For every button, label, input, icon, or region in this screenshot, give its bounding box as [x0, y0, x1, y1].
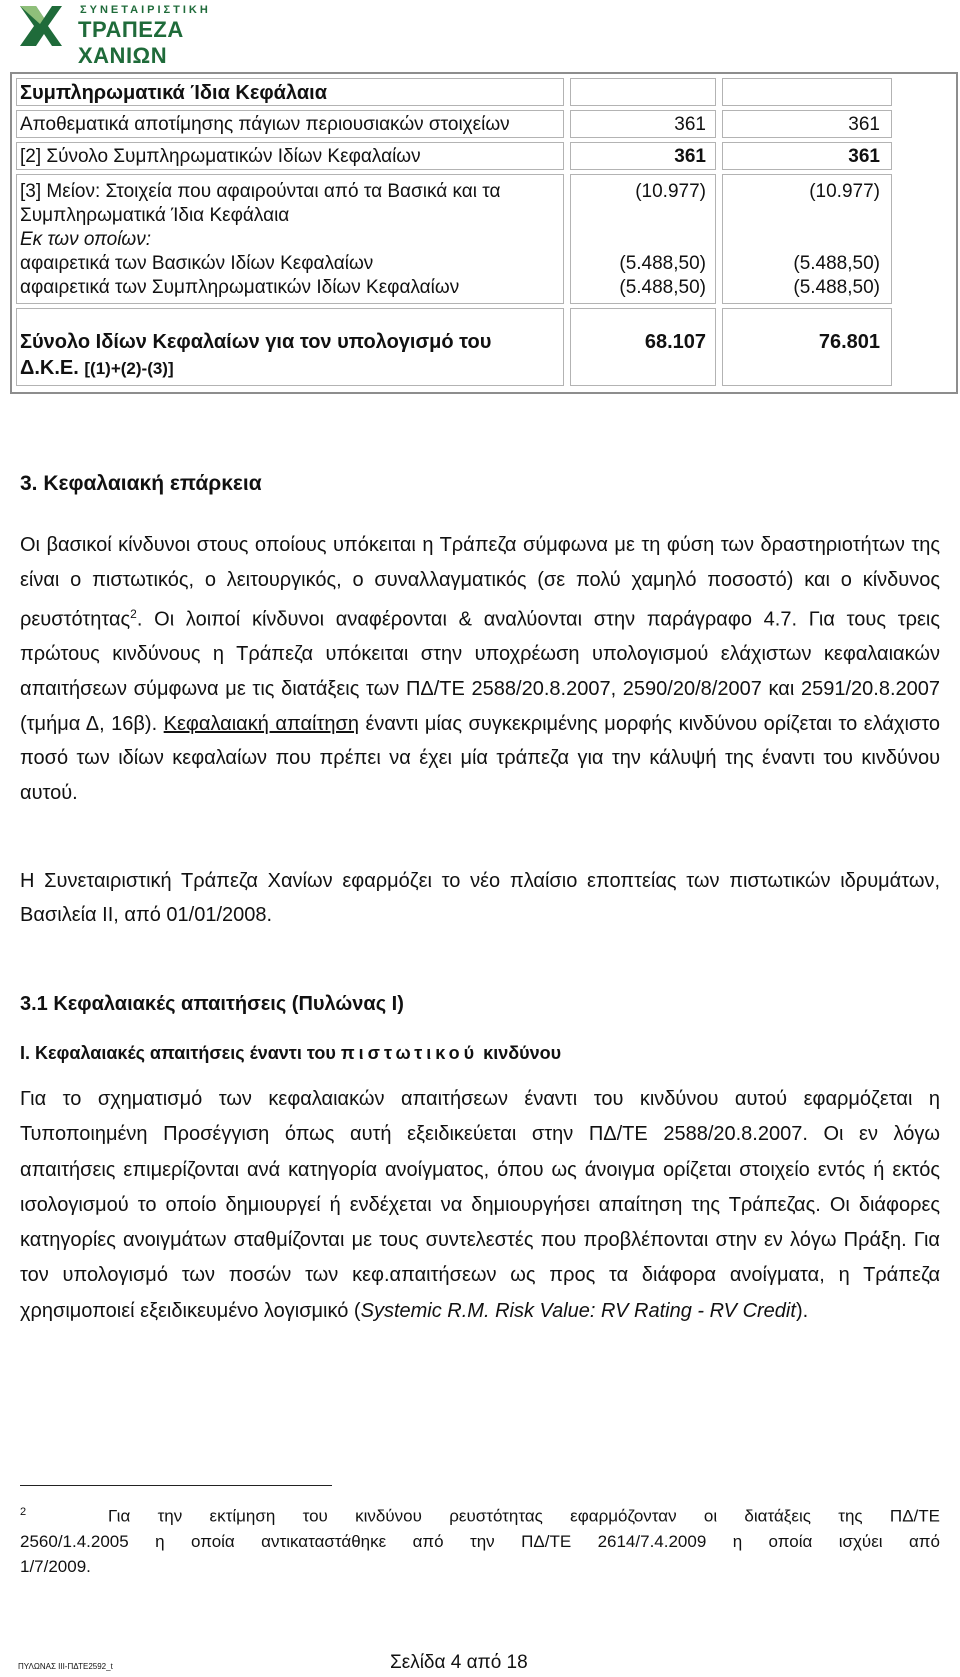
table-row-label: [2] Σύνολο Συμπληρωματικών Ιδίων Κεφαλαίων: [20, 146, 421, 167]
subsection-subheading: Ι. Κεφαλαιακές απαιτήσεις έναντι του πιστωτικού κινδύνου: [20, 1043, 562, 1063]
footnote-separator: [20, 1485, 332, 1486]
table-cell: [570, 78, 716, 106]
table-value: 68.107: [644, 331, 706, 353]
table-row-label: Συμπληρωματικά Ίδια Κεφάλαια: [20, 205, 290, 226]
table-row-label: Σύνολο Ιδίων Κεφαλαίων για τον υπολογισμό του: [20, 331, 492, 353]
logo-mark-icon: [16, 2, 64, 50]
section3-paragraph2: Η Συνεταιριστική Τράπεζα Χανίων εφαρμόζει το νέο πλαίσιο εποπτείας των πιστωτικών ιδρυμάτων, Βασιλεία ΙΙ, από 01/01/2008.: [20, 870, 940, 926]
table-value: 76.801: [818, 331, 880, 353]
table-value: 361: [674, 146, 706, 167]
footer-page-number: Σελίδα 4 από 18: [390, 1652, 528, 1673]
table-value: 361: [848, 146, 880, 167]
table-row-label: αφαιρετικά των Συμπληρωματικών Ιδίων Κεφαλαίων: [20, 277, 460, 298]
bank-logo: [16, 2, 266, 68]
section-heading: 3. Κεφαλαιακή επάρκεια: [20, 472, 262, 495]
logo-name: ΤΡΑΠΕΖΑ ΧΑΝΙΩΝ: [78, 17, 184, 68]
table-value: 361: [674, 114, 706, 135]
table-row-label: Εκ των οποίων:: [20, 229, 151, 250]
table-row-label: Αποθεματικά αποτίμησης πάγιων περιουσιακών στοιχείων: [20, 114, 510, 135]
table-value: (10.977): [635, 181, 706, 202]
table-row-label: αφαιρετικά των Βασικών Ιδίων Κεφαλαίων: [20, 253, 374, 274]
table-value: 361: [848, 114, 880, 135]
table-value: (5.488,50): [793, 253, 880, 274]
table-row-label: Συμπληρωματικά Ίδια Κεφάλαια: [20, 82, 327, 104]
table-value: (5.488,50): [619, 253, 706, 274]
footnote: $^2$ Για την εκτίμηση του κινδύνου ρευστότητας εφαρμόζονταν οι διατάξεις της ΠΔ/ΤΕ 2560/1.4.2005 η οποία αντικαταστάθηκε από την ΠΔ/ΤΕ 2614/7.4.2009 η οποία ισχύει από 1/7/2009.: [20, 1506, 940, 1576]
table-value: (10.977): [809, 181, 880, 202]
section31-paragraph: Για το σχηματισμό των κεφαλαιακών απαιτήσεων έναντι του κινδύνου αυτού εφαρμόζεται η Τυποποιημένη Προσέγγιση όπως αυτή εξειδικεύεται στην ΠΔ/ΤΕ 2588/20.8.2007. Οι εν λόγω απαιτήσεις επιμερίζονται ανά κατηγορία ανοίγματος, όπου ως άνοιγμα ορίζεται στοιχείο εντός ή εκτός ισολογισμού το οποίο δημιουργεί ή ενδέχεται να δημιουργήσει απαίτηση της Τράπεζας. Οι διάφορες κατηγορίες ανοιγμάτων σταθμίζονται με τους συντελεστές που προβλέπονται στην εν λόγω Πράξη. Για τον υπολογισμό των ποσών των κεφ.απαιτήσεων ως προς τα διάφορα ανοίγματα, η Τράπεζα χρησιμοποιεί εξειδικευμένο λογισμικό (Systemic R.M. Risk Value: RV Rating - RV Credit).: [20, 1088, 941, 1322]
section3-paragraph1: Οι βασικοί κίνδυνοι στους οποίους υπόκειται η Τράπεζα σύμφωνα με τη φύση των δραστηριοτήτων της είναι ο πιστωτικός, ο λειτουργικός, ο συναλλαγματικός (σε πολύ χαμηλό ποσοστό) και ο κίνδυνος ρευστότητας$^2$. Οι λοιποί κίνδυνοι αναφέρονται & αναλύονται στην παράγραφο 4.7. Για τους τρεις πρώτους κινδύνους η Τράπεζα υπόκειται στην υποχρέωση υπολογισμού ελάχιστων κεφαλαιακών απαιτήσεων σύμφωνα με τις διατάξεις των ΠΔ/ΤΕ 2588/20.8.2007, 2590/20/8/2007 και 2591/20.8.2007 (τμήμα Δ, 16β). Κεφαλαιακή απαίτηση έναντι μίας συγκεκριμένης μορφής κινδύνου ορίζεται το ελάχιστο ποσό των ιδίων κεφαλαίων που πρέπει να έχει μία τράπεζα για την κάλυψή της έναντι του κινδύνου αυτού.: [20, 534, 941, 804]
table-value: (5.488,50): [793, 277, 880, 298]
table-cell: [722, 78, 892, 106]
subsection-heading: 3.1 Κεφαλαιακές απαιτήσεις (Πυλώνας Ι): [20, 993, 404, 1015]
footer-doc-code: ΠΥΛΩΝΑΣ ΙΙΙ-ΠΔΤΕ2592_t: [18, 1662, 113, 1671]
logo-subtitle: ΣΥΝΕΤΑΙΡΙΣΤΙΚΗ: [80, 4, 211, 16]
table-row-label: [3] Μείον: Στοιχεία που αφαιρούνται από τα Βασικά και τα: [20, 181, 501, 202]
table-row-label: Δ.Κ.Ε. [(1)+(2)-(3)]: [20, 357, 174, 379]
footnote-ref: 2: [130, 607, 137, 622]
table-value: (5.488,50): [619, 277, 706, 298]
